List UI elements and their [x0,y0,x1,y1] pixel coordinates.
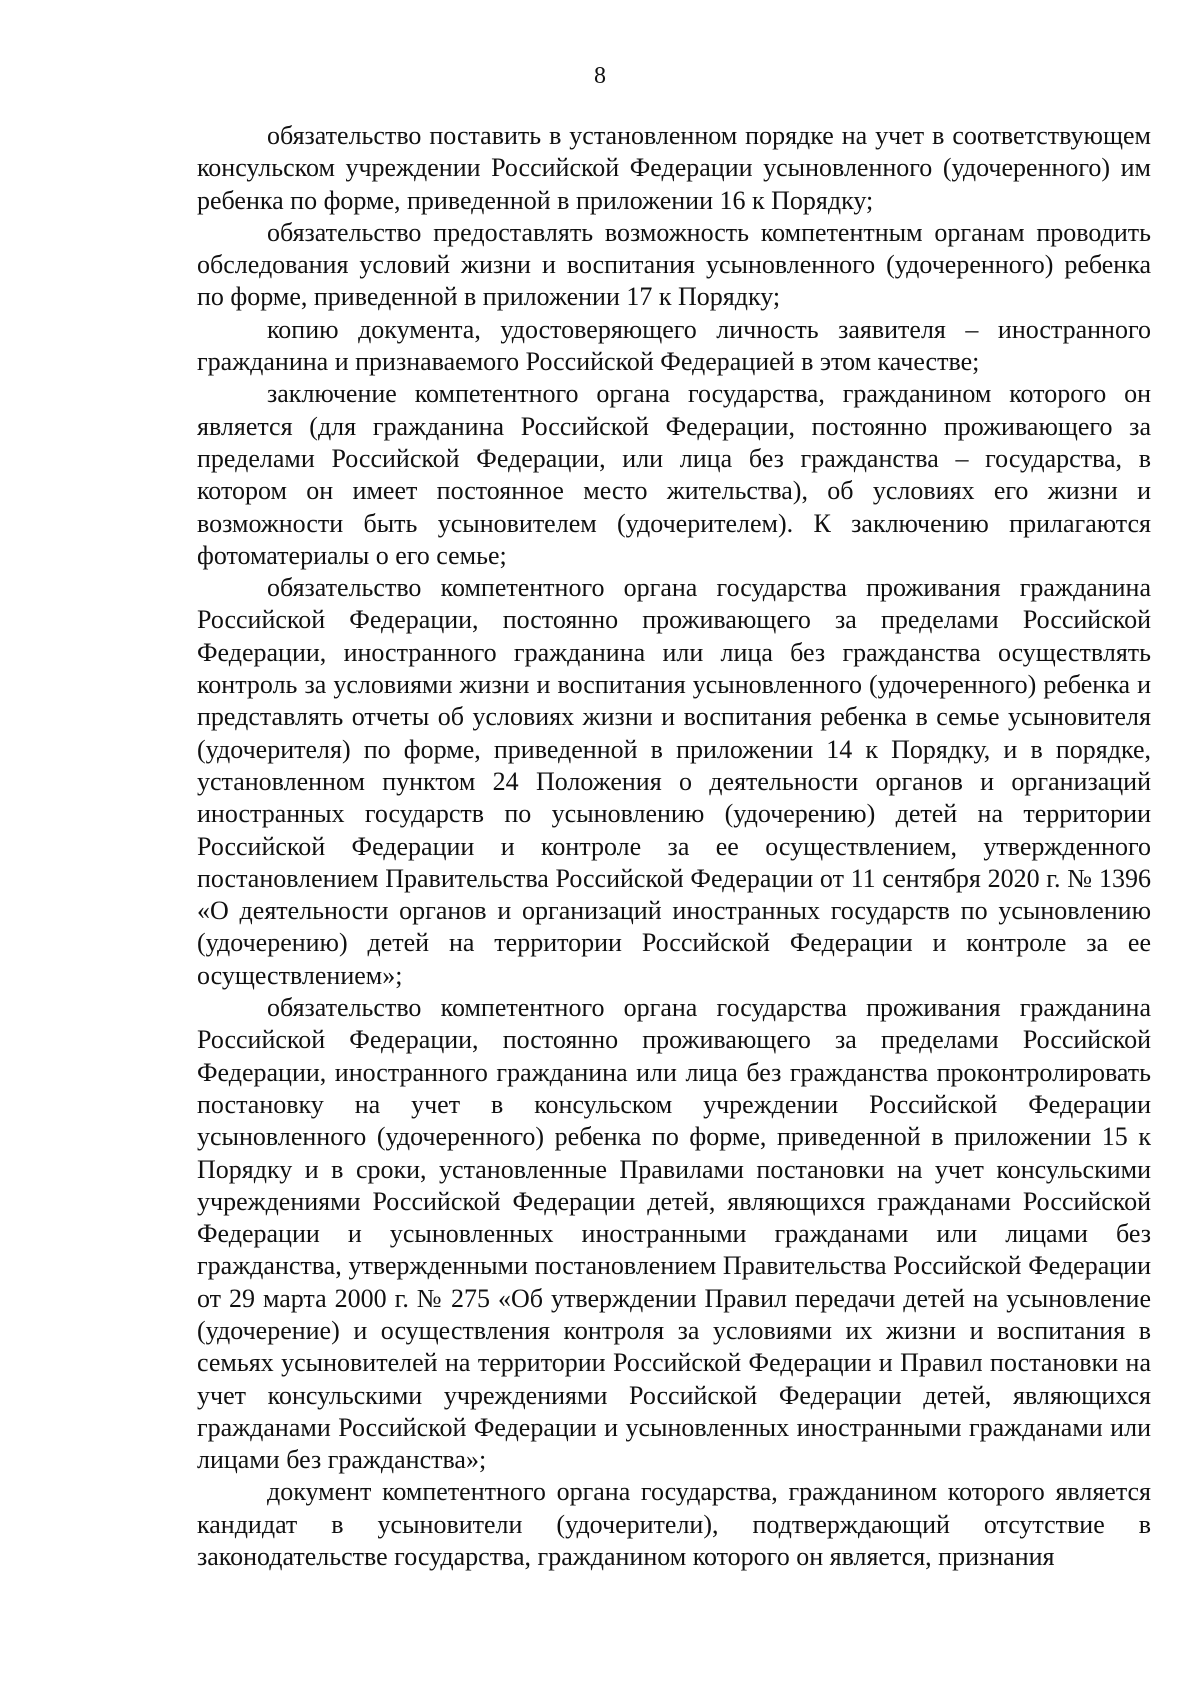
page-number: 8 [594,63,606,89]
paragraph: обязательство поставить в установленном порядке на учет в соответствующем консульском учреждении Российской Федерации усыновленного (удочеренного) им ребенка по форме, приведенной в приложении 16 к Порядку; [197,121,1151,215]
paragraph: обязательство компетентного органа государства проживания гражданина Российской Федерации, постоянно проживающего за пределами Российской Федерации, иностранного гражданина или лица без гражданства осуществлять контроль за условиями жизни и воспитания усыновленного (удочеренного) ребенка и представлять отчеты об условиях жизни и воспитания ребенка в семье усыновителя (удочерителя) по форме, приведенной в приложении 14 к Порядку, и в порядке, установленном пунктом 24 Положения о деятельности органов и организаций иностранных государств по усыновлению (удочерению) детей на территории Российской Федерации и контроле за ее осуществлением, утвержденного постановлением Правительства Российской Федерации от 11 сентября 2020 г. № 1396 «О деятельности органов и организаций иностранных государств по усыновлению (удочерению) детей на территории Российской Федерации и контроле за ее осуществлением»; [197,573,1151,990]
paragraph: копию документа, удостоверяющего личность заявителя – иностранного гражданина и признаваемого Российской Федерацией в этом качестве; [197,314,1151,377]
paragraph: заключение компетентного органа государства, гражданином которого он является (для гражданина Российской Федерации, постоянно проживающего за пределами Российской Федерации, или лица без гражданства – государства, в котором он имеет постоянное место жительства), об условиях его жизни и возможности быть усыновителем (удочерителем). К заключению прилагаются фотоматериалы о его семье; [197,379,1151,570]
paragraph: обязательство предоставлять возможность компетентным органам проводить обследования условий жизни и воспитания усыновленного (удочеренного) ребенка по форме, приведенной в приложении 17 к Порядку; [197,217,1151,312]
document-body [197,120,1151,1573]
paragraph: документ компетентного органа государства, гражданином которого является кандидат в усыновители (удочерители), подтверждающий отсутствие в законодательстве государства, гражданином которого он является, признания [197,1477,1151,1572]
paragraph: обязательство компетентного органа государства проживания гражданина Российской Федерации, постоянно проживающего за пределами Российской Федерации, иностранного гражданина или лица без гражданства проконтролировать постановку на учет в консульском учреждении Российской Федерации усыновленного (удочеренного) ребенка по форме, приведенной в приложении 15 к Порядку и в сроки, установленные Правилами постановки на учет консульскими учреждениями Российской Федерации детей, являющихся гражданами Российской Федерации и усыновленных иностранными гражданами или лицами без гражданства, утвержденными постановлением Правительства Российской Федерации от 29 марта 2000 г. № 275 «Об утверждении Правил передачи детей на усыновление (удочерение) и осуществления контроля за условиями их жизни и воспитания в семьях усыновителей на территории Российской Федерации и Правил постановки на учет консульскими учреждениями Российской Федерации детей, являющихся гражданами Российской Федерации и усыновленных иностранными гражданами или лицами без гражданства»; [197,993,1151,1475]
